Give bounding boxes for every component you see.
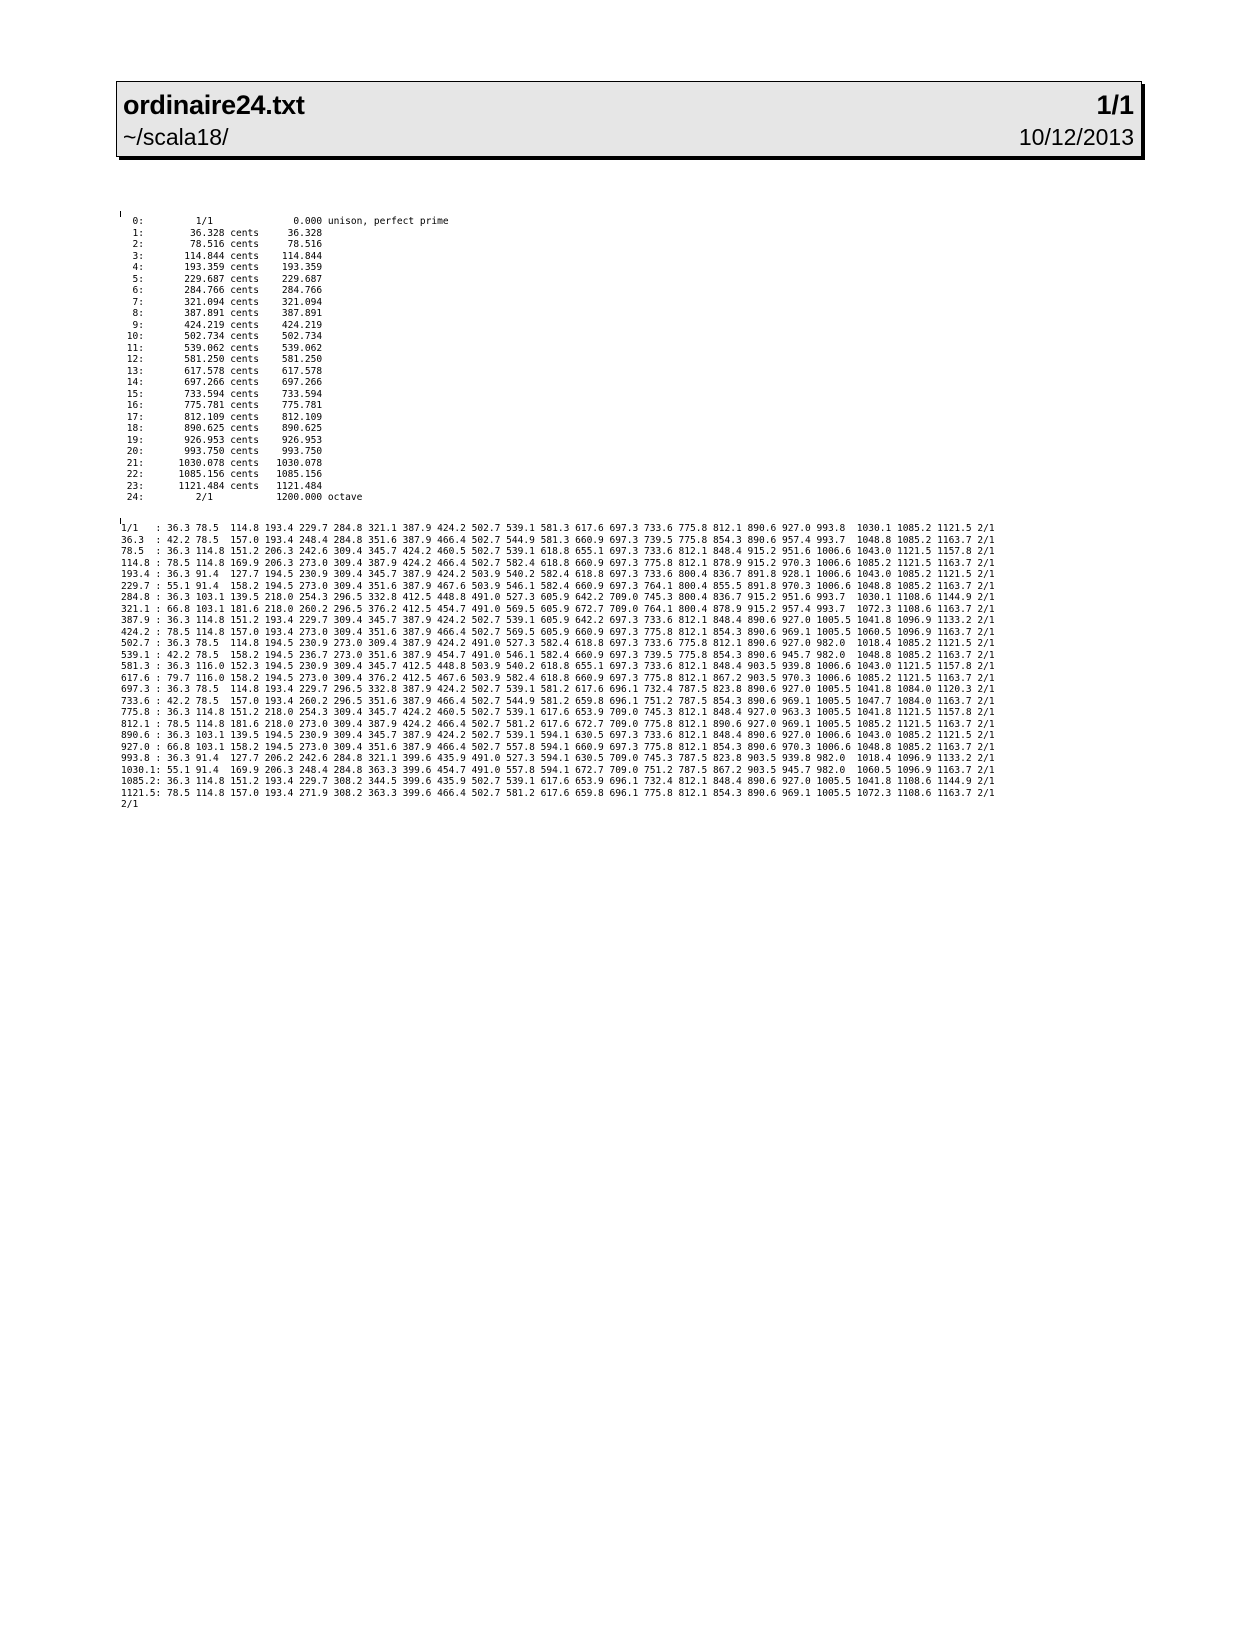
- matrix-row: 890.6 : 36.3 103.1 139.5 194.5 230.9 309.4 345.7 387.9 424.2 502.7 539.1 594.1 630.5 697.3 733.6 812.1 848.4 890.6 927.0 1006.6 1043.0 1085.2 1121.5 2/1: [121, 730, 995, 741]
- scale-line: 2: 78.516 cents 78.516: [121, 239, 323, 250]
- matrix-row: 1/1 : 36.3 78.5 114.8 193.4 229.7 284.8 321.1 387.9 424.2 502.7 539.1 581.3 617.6 697.3 733.6 775.8 812.1 890.6 927.0 993.8 1030.1 1085.2 1121.5 2/1: [121, 523, 995, 534]
- scale-line: 3: 114.844 cents 114.844: [121, 250, 323, 262]
- scale-line: 0: 1/1 0.000 unison, perfect prime: [121, 216, 449, 227]
- matrix-row: 1121.5: 78.5 114.8 157.0 193.4 271.9 308.2 363.3 399.6 466.4 502.7 581.2 617.6 659.8 696.1 775.8 812.1 854.3 890.6 969.1 1005.5 1072.3 1108.6 1163.7 2/1: [121, 787, 995, 799]
- matrix-row: 114.8 : 78.5 114.8 169.9 206.3 273.0 309.4 387.9 424.2 466.4 502.7 582.4 618.8 660.9 697.3 775.8 812.1 878.9 915.2 970.3 1006.6 1085.2 1121.5 1163.7 2/1: [121, 557, 995, 569]
- scale-line: 1: 36.328 cents 36.328: [121, 227, 323, 239]
- matrix-row: 617.6 : 79.7 116.0 158.2 194.5 273.0 309.4 376.2 412.5 467.6 503.9 582.4 618.8 660.9 697.3 775.8 812.1 867.2 903.5 970.3 1006.6 1085.2 1121.5 1163.7 2/1: [121, 672, 995, 684]
- matrix-row: 387.9 : 36.3 114.8 151.2 193.4 229.7 309.4 345.7 387.9 424.2 502.7 539.1 605.9 642.2 697.3 733.6 812.1 848.4 890.6 927.0 1005.5 1041.8 1096.9 1133.2 2/1: [121, 615, 995, 626]
- matrix-row: 284.8 : 36.3 103.1 139.5 218.0 254.3 296.5 332.8 412.5 448.8 491.0 527.3 605.9 642.2 709.0 745.3 800.4 836.7 915.2 951.6 993.7 1030.1 1108.6 1144.9 2/1: [121, 592, 995, 603]
- scale-line: 12: 581.250 cents 581.250: [121, 354, 323, 365]
- matrix-row: 581.3 : 36.3 116.0 152.3 194.5 230.9 309.4 345.7 412.5 448.8 503.9 540.2 618.8 655.1 697.3 733.6 812.1 848.4 903.5 939.8 1006.6 1043.0 1121.5 1157.8 2/1: [121, 661, 995, 672]
- matrix-row: 733.6 : 42.2 78.5 157.0 193.4 260.2 296.5 351.6 387.9 466.4 502.7 544.9 581.2 659.8 696.1 751.2 787.5 854.3 890.6 969.1 1005.5 1047.7 1084.0 1163.7 2/1: [121, 695, 995, 707]
- scale-listing: [121, 216, 449, 504]
- matrix-row: 78.5 : 36.3 114.8 151.2 206.3 242.6 309.4 345.7 424.2 460.5 502.7 539.1 618.8 655.1 697.3 733.6 812.1 848.4 915.2 951.6 1006.6 1043.0 1121.5 1157.8 2/1: [121, 546, 995, 557]
- scale-line: 9: 424.219 cents 424.219: [121, 319, 323, 331]
- scale-line: 10: 502.734 cents 502.734: [121, 331, 323, 342]
- matrix-row: 539.1 : 42.2 78.5 158.2 194.5 236.7 273.0 351.6 387.9 454.7 491.0 546.1 582.4 660.9 697.3 739.5 775.8 854.3 890.6 945.7 982.0 1048.8 1085.2 1163.7 2/1: [121, 649, 995, 661]
- scale-line: 15: 733.594 cents 733.594: [121, 388, 323, 400]
- matrix-row: 502.7 : 36.3 78.5 114.8 194.5 230.9 273.0 309.4 387.9 424.2 491.0 527.3 582.4 618.8 697.3 733.6 775.8 812.1 890.6 927.0 982.0 1018.4 1085.2 1121.5 2/1: [121, 638, 995, 649]
- scale-line: 18: 890.625 cents 890.625: [121, 423, 323, 434]
- file-name: ordinaire24.txt: [123, 90, 305, 120]
- scale-line: 23: 1121.484 cents 1121.484: [121, 480, 323, 492]
- matrix-row: 927.0 : 66.8 103.1 158.2 194.5 273.0 309.4 351.6 387.9 466.4 502.7 557.8 594.1 660.9 697.3 775.8 812.1 854.3 890.6 970.3 1006.6 1048.8 1085.2 1163.7 2/1: [121, 741, 995, 753]
- scale-line: 20: 993.750 cents 993.750: [121, 446, 323, 457]
- matrix-row: 229.7 : 55.1 91.4 158.2 194.5 273.0 309.4 351.6 387.9 467.6 503.9 546.1 582.4 660.9 697.3 764.1 800.4 855.5 891.8 970.3 1006.6 1048.8 1085.2 1163.7 2/1: [121, 580, 995, 592]
- scale-line: 14: 697.266 cents 697.266: [121, 377, 323, 388]
- page-number: 1/1: [1096, 90, 1134, 120]
- matrix-row: 697.3 : 36.3 78.5 114.8 193.4 229.7 296.5 332.8 387.9 424.2 502.7 539.1 581.2 617.6 696.1 732.4 787.5 823.8 890.6 927.0 1005.5 1041.8 1084.0 1120.3 2/1: [121, 684, 995, 695]
- matrix-row: 193.4 : 36.3 91.4 127.7 194.5 230.9 309.4 345.7 387.9 424.2 503.9 540.2 582.4 618.8 697.3 733.6 800.4 836.7 891.8 928.1 1006.6 1043.0 1085.2 1121.5 2/1: [121, 569, 995, 580]
- scale-line: 13: 617.578 cents 617.578: [121, 365, 323, 377]
- matrix-row: 993.8 : 36.3 91.4 127.7 206.2 242.6 284.8 321.1 399.6 435.9 491.0 527.3 594.1 630.5 709.0 745.3 787.5 823.8 903.5 939.8 982.0 1018.4 1096.9 1133.2 2/1: [121, 753, 995, 764]
- scale-line: 16: 775.781 cents 775.781: [121, 400, 323, 411]
- matrix-row: 775.8 : 36.3 114.8 151.2 218.0 254.3 309.4 345.7 424.2 460.5 502.7 539.1 617.6 653.9 709.0 745.3 812.1 848.4 927.0 963.3 1005.5 1041.8 1121.5 1157.8 2/1: [121, 707, 995, 718]
- page-header: [116, 81, 1142, 157]
- scale-line: 19: 926.953 cents 926.953: [121, 434, 323, 446]
- scale-line: 24: 2/1 1200.000 octave: [121, 492, 363, 503]
- matrix-row: 321.1 : 66.8 103.1 181.6 218.0 260.2 296.5 376.2 412.5 454.7 491.0 569.5 605.9 672.7 709.0 764.1 800.4 878.9 915.2 957.4 993.7 1072.3 1108.6 1163.7 2/1: [121, 603, 995, 615]
- scale-line: 8: 387.891 cents 387.891: [121, 308, 323, 319]
- matrix-row: 1085.2: 36.3 114.8 151.2 193.4 229.7 308.2 344.5 399.6 435.9 502.7 539.1 617.6 653.9 696.1 732.4 812.1 848.4 890.6 927.0 1005.5 1041.8 1108.6 1144.9 2/1: [121, 776, 995, 787]
- matrix-row: 1030.1: 55.1 91.4 169.9 206.3 248.4 284.8 363.3 399.6 454.7 491.0 557.8 594.1 672.7 709.0 751.2 787.5 867.2 903.5 945.7 982.0 1060.5 1096.9 1163.7 2/1: [121, 764, 995, 776]
- scale-line: 21: 1030.078 cents 1030.078: [121, 457, 323, 469]
- matrix-row: 36.3 : 42.2 78.5 157.0 193.4 248.4 284.8 351.6 387.9 466.4 502.7 544.9 581.3 660.9 697.3 739.5 775.8 854.3 890.6 957.4 993.7 1048.8 1085.2 1163.7 2/1: [121, 534, 995, 546]
- scale-line: 11: 539.062 cents 539.062: [121, 342, 323, 354]
- file-path: ~/scala18/: [123, 124, 229, 150]
- scale-line: 7: 321.094 cents 321.094: [121, 296, 323, 308]
- interval-matrix: [121, 523, 995, 811]
- scale-line: 22: 1085.156 cents 1085.156: [121, 469, 323, 480]
- scale-line: 6: 284.766 cents 284.766: [121, 285, 323, 296]
- scale-line: 4: 193.359 cents 193.359: [121, 262, 323, 273]
- print-date: 10/12/2013: [1018, 124, 1134, 150]
- scale-line: 5: 229.687 cents 229.687: [121, 273, 323, 285]
- scale-line: 17: 812.109 cents 812.109: [121, 411, 323, 423]
- matrix-row: 812.1 : 78.5 114.8 181.6 218.0 273.0 309.4 387.9 424.2 466.4 502.7 581.2 617.6 672.7 709.0 775.8 812.1 890.6 927.0 969.1 1005.5 1085.2 1121.5 1163.7 2/1: [121, 718, 995, 730]
- matrix-row: 424.2 : 78.5 114.8 157.0 193.4 273.0 309.4 351.6 387.9 466.4 502.7 569.5 605.9 660.9 697.3 775.8 812.1 854.3 890.6 969.1 1005.5 1060.5 1096.9 1163.7 2/1: [121, 626, 995, 638]
- matrix-row: 2/1: [121, 799, 139, 810]
